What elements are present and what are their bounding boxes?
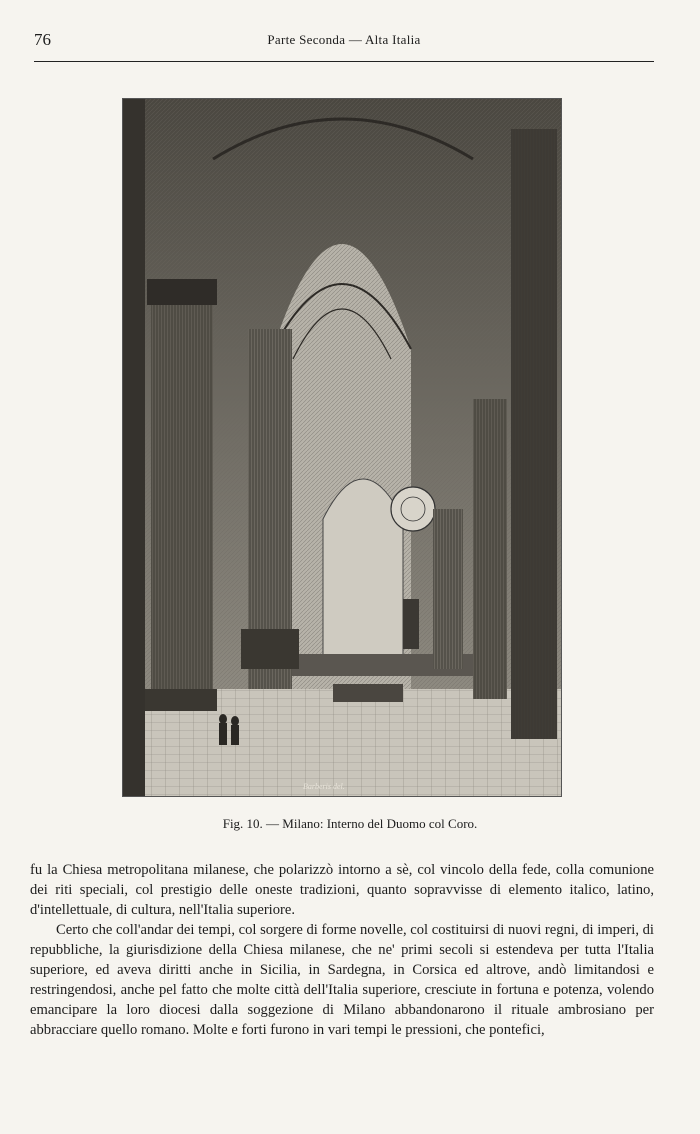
paragraph-1: fu la Chiesa metropolitana milanese, che polarizzò intorno a sè, col vincolo della fede, colla comunione dei riti speciali, col prestigio delle oneste tradizioni, quanto sopravvisse di elemento italico, latino, d'intellettuale, di cultura, nell'Italia superiore. bbox=[30, 862, 654, 918]
header-rule bbox=[34, 61, 654, 62]
page-number: 76 bbox=[34, 30, 51, 49]
paragraph-2: Certo che coll'andar dei tempi, col sorgere di forme novelle, col costituirsi di nuovi regni, di imperi, di repubbliche, la giurisdizione della Chiesa milanese, che ne' primi secoli si estendeva per tutta l'Italia superiore, ed aveva diritti anche in Sicilia, in Sardegna, in Corsica ed altrove, andò limitandosi e restringendosi, anche pel fatto che molte città dell'Italia superiore, cresciute in fortuna e potenza, volendo emancipare la loro diocesi dalla soggezione di Milano abbandonarono il rituale ambrosiano per abbracciare quello romano. Molte e forti furono in vari tempi le pressioni, che pontefici, bbox=[30, 922, 654, 1038]
engraver-signature: Barberis del. bbox=[303, 782, 345, 791]
body-text bbox=[30, 860, 654, 1040]
engraving-illustration bbox=[123, 99, 561, 796]
page-header bbox=[34, 30, 654, 54]
cathedral-engraving bbox=[122, 98, 562, 797]
running-title: Parte Seconda — Alta Italia bbox=[267, 32, 421, 47]
figure-caption: Fig. 10. — Milano: Interno del Duomo col Coro. bbox=[222, 816, 478, 831]
